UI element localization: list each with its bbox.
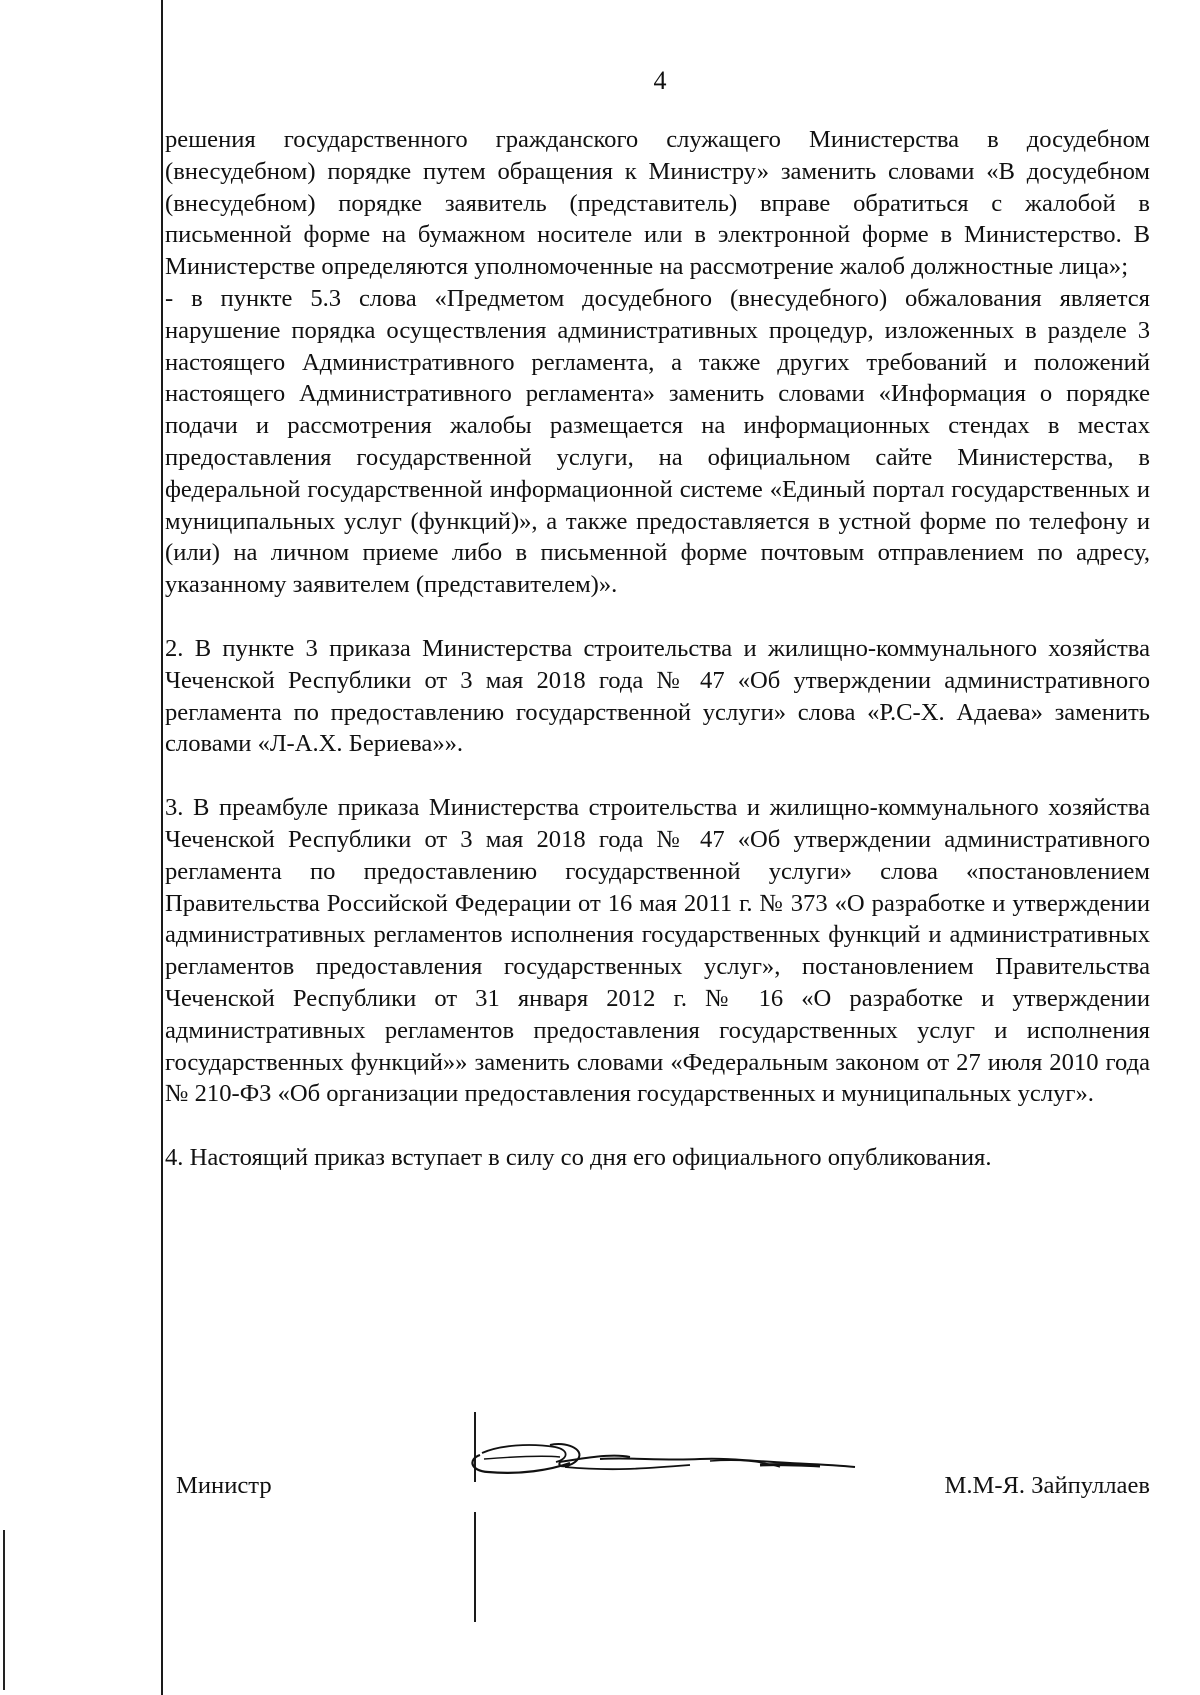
stamp-vertical-line [474, 1512, 476, 1622]
paragraph-item-2: 2. В пункте 3 приказа Министерства строительства и жилищно-коммунального хозяйства Чеченской Республики от 3 мая 2018 года № 47 «Об утверждении административного регламента по предоставлению государственной услуги» слова «Р.С-Х. Адаева» заменить словами «Л-А.Х. Бериева»». [165, 634, 1150, 758]
paragraph-spacer [165, 1110, 1150, 1142]
paragraph-amendment-jalob: решения государственного гражданского служащего Министерства в досудебном (внесудебном) порядке путем обращения к Министру» заменить словами «В досудебном (внесудебном) порядке заявитель (представитель) вправе обратиться с жалобой в письменной форме на бумажном носителе или в электронной форме в Министерство. В Министерстве определяются уполномоченные на рассмотрение жалоб должностные лица»; [165, 126, 1150, 281]
signatory-title: Министр [176, 1472, 272, 1499]
signature-block [176, 1462, 1150, 1502]
document-body [165, 124, 1150, 1174]
scan-edge-mark [3, 1530, 5, 1690]
paragraph-item-4: 4. Настоящий приказ вступает в силу со дня его официального опубликования. [165, 1144, 992, 1172]
paragraph-spacer [165, 760, 1150, 792]
paragraph-item-3: 3. В преамбуле приказа Министерства строительства и жилищно-коммунального хозяйства Чеченской Республики от 3 мая 2018 года № 47 «Об утверждении административного регламента по предоставлению государственной услуги» слова «постановлением Правительства Российской Федерации от 16 мая 2011 г. № 373 «О разработке и утверждении административных регламентов исполнения государственных функций и административных регламентов предоставления государственных услуг», постановлением Правительства Чеченской Республики от 31 января 2012 г. № 16 «О разработке и утверждении административных регламентов предоставления государственных услуг и исполнения государственных функций»» заменить словами «Федеральным законом от 27 июля 2010 года № 210-ФЗ «Об организации предоставления государственных и муниципальных услуг». [165, 794, 1150, 1108]
paragraph-punkt-5-3: - в пункте 5.3 слова «Предметом досудебного (внесудебного) обжалования является нарушение порядка осуществления административных процедур, изложенных в разделе 3 настоящего Административного регламента, а также других требований и положений настоящего Административного регламента» заменить словами «Информация о порядке подачи и рассмотрения жалобы размещается на информационных стендах в местах предоставления государственной услуги, на официальном сайте Министерства, в федеральной государственной информационной системе «Единый портал государственных и муниципальных услуг (функций)», а также предоставляется в устной форме по телефону и (или) на личном приеме либо в письменной форме почтовым отправлением по адресу, указанному заявителем (представителем)». [165, 284, 1150, 599]
signatory-name: М.М-Я. Зайпуллаев [944, 1472, 1150, 1499]
page-number: 4 [653, 66, 667, 95]
scan-left-border [161, 0, 163, 1695]
paragraph-spacer [165, 601, 1150, 633]
